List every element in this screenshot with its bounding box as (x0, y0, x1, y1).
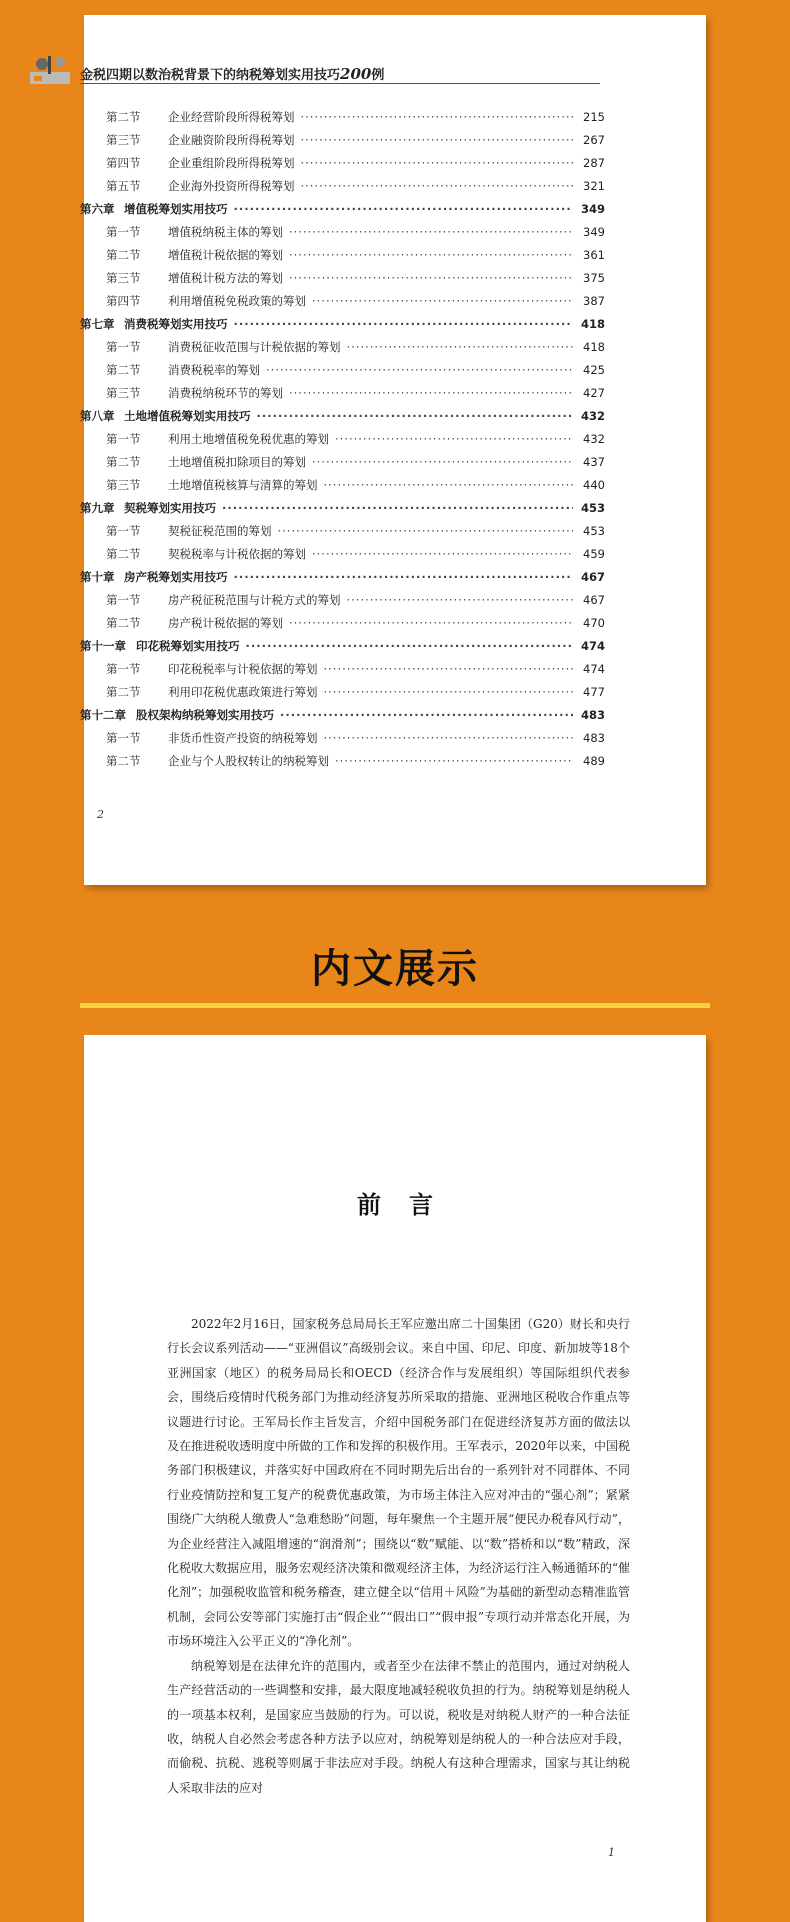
header-title: 金税四期以数治税背景下的纳税筹划实用技巧 (80, 68, 341, 83)
preface-paragraph: 纳税筹划是在法律允许的范围内，或者至少在法律不禁止的范围内，通过对纳税人生产经营活动的一些调整和安排，最大限度地减轻税收负担的行为。纳税筹划是纳税人的一项基本权利，是国家应当鼓励的行为。可以说，税收是对纳税人财产的一种合法征收，纳税人自必然会考虑各种方法予以应对，纳税筹划是纳税人的一种合法应对手段，而偷税、抗税、逃税等则属于非法应对手段。纳税人有这种合理需求，国家与其让纳税人采取非法的应对 (167, 1658, 630, 1795)
preface-paragraph: 2022年2月16日，国家税务总局局长王军应邀出席二十国集团（G20）财长和央行行长会议系列活动——“亚洲倡议”高级别会议。来自中国、印尼、印度、新加坡等18个亚洲国家（地区）的税务局局长和OECD（经济合作与发展组织）等国际组织代表参会，围绕后疫情时代税务部门为推动经济复苏所采取的措施、亚洲地区税收合作重点等议题进行讨论。王军局长作主旨发言，介绍中国税务部门在促进经济复苏方面的做法以及在推进税收透明度中所做的工作和发挥的积极作用。王军表示，2020年以来，中国税务部门积极建议，并落实好中国政府在不同时期先后出台的一系列针对不同群体、不同行业疫情防控和复工复产的税费优惠政策，为市场主体注入应对冲击的“强心剂”；紧紧围绕广大纳税人缴费人“急难愁盼”问题，每年聚焦一个主题开展“便民办税春风行动”，为企业经营注入减阻增速的“润滑剂”；围绕以“数”赋能、以“数”搭桥和以“数”精政，深化税收大数据应用，服务宏观经济决策和微观经济主体，为经济运行注入畅通循环的“催化剂”；加强税收监管和税务稽查，建立健全以“信用＋风险”为基础的新型动态精准监管机制，会同公安等部门实施打击“假企业”“假出口”“假申报”专项行动并常态化开展，为市场环境注入公平正义的“净化剂”。 (167, 1317, 630, 1649)
toc-leader-dots (278, 524, 574, 538)
toc-entry-title: 土地增值税核算与清算的筹划 (168, 477, 318, 492)
toc-leader-dots (312, 455, 573, 469)
toc-entry-number: 第一节 (106, 730, 141, 745)
toc-entry-page: 474 (580, 638, 605, 653)
banner-rule (80, 1003, 710, 1008)
toc-entry-page: 427 (583, 385, 605, 400)
toc-entry-title: 利用土地增值税免税优惠的筹划 (168, 431, 329, 446)
toc-leader-dots (234, 317, 574, 331)
toc-entry-number: 第三节 (106, 132, 141, 147)
toc-entry-title: 契税筹划实用技巧 (124, 500, 216, 515)
toc-chapter-row (80, 565, 605, 588)
toc-leader-dots (289, 271, 573, 285)
toc-leader-dots (289, 248, 573, 262)
toc-section-row (80, 381, 605, 404)
toc-leader-dots (289, 616, 573, 630)
toc-entry-title: 土地增值税筹划实用技巧 (124, 408, 251, 423)
toc-chapter-row (80, 496, 605, 519)
toc-entry-number: 第二节 (106, 362, 141, 377)
toc-entry-number: 第八章 (80, 408, 115, 423)
toc-entry-title: 企业融资阶段所得税筹划 (168, 132, 295, 147)
toc-entry-number: 第一节 (106, 224, 141, 239)
toc-entry-title: 消费税税率的筹划 (168, 362, 260, 377)
toc-chapter-row (80, 197, 605, 220)
toc-entry-number: 第十章 (80, 569, 115, 584)
toc-section-row (80, 105, 605, 128)
toc-leader-dots (301, 156, 574, 170)
toc-entry-page: 425 (583, 362, 605, 377)
toc-entry-page: 321 (583, 178, 605, 193)
header-suffix: 例 (371, 68, 385, 83)
toc-section-row (80, 749, 605, 772)
toc-chapter-row (80, 703, 605, 726)
toc-leader-dots (312, 294, 573, 308)
toc-entry-title: 增值税计税依据的筹划 (168, 247, 283, 262)
toc-entry-title: 印花税筹划实用技巧 (136, 638, 240, 653)
toc-entry-title: 房产税计税依据的筹划 (168, 615, 283, 630)
toc-section-row (80, 726, 605, 749)
header-rule (80, 83, 600, 84)
toc-entry-number: 第一节 (106, 339, 141, 354)
toc-leader-dots (246, 639, 574, 653)
toc-chapter-row (80, 312, 605, 335)
toc-entry-page: 267 (583, 132, 605, 147)
toc-leader-dots (301, 133, 574, 147)
toc-leader-dots (335, 754, 573, 768)
toc-section-row (80, 266, 605, 289)
toc-entry-title: 企业经营阶段所得税筹划 (168, 109, 295, 124)
toc-entry-number: 第二节 (106, 109, 141, 124)
toc-entry-page: 453 (580, 500, 605, 515)
toc-entry-page: 483 (583, 730, 605, 745)
toc-entry-page: 440 (583, 477, 605, 492)
toc-entry-page: 459 (583, 546, 605, 561)
toc-leader-dots (324, 662, 574, 676)
toc-leader-dots (289, 386, 573, 400)
toc-section-row (80, 427, 605, 450)
toc-leader-dots (324, 685, 574, 699)
toc-chapter-row (80, 634, 605, 657)
toc-section-row (80, 289, 605, 312)
toc-entry-number: 第一节 (106, 661, 141, 676)
toc-section-row (80, 358, 605, 381)
toc-entry-page: 349 (580, 201, 605, 216)
toc-entry-number: 第六章 (80, 201, 115, 216)
toc-entry-page: 489 (583, 753, 605, 768)
toc-entry-page: 432 (580, 408, 605, 423)
toc-entry-title: 企业海外投资所得税筹划 (168, 178, 295, 193)
toc-leader-dots (301, 179, 574, 193)
preface-body (167, 1312, 630, 1800)
toc-entry-title: 增值税纳税主体的筹划 (168, 224, 283, 239)
toc-entry-number: 第二节 (106, 247, 141, 262)
toc-entry-page: 287 (583, 155, 605, 170)
toc-section-row (80, 335, 605, 358)
toc-section-row (80, 519, 605, 542)
toc-section-row (80, 473, 605, 496)
book-logo-icon (28, 52, 72, 86)
toc-entry-number: 第九章 (80, 500, 115, 515)
toc-entry-page: 483 (580, 707, 605, 722)
toc-leader-dots (222, 501, 573, 515)
toc-entry-number: 第一节 (106, 592, 141, 607)
toc-entry-title: 增值税筹划实用技巧 (124, 201, 228, 216)
toc-entry-number: 第三节 (106, 270, 141, 285)
toc-entry-title: 消费税筹划实用技巧 (124, 316, 228, 331)
toc-entry-title: 契税征税范围的筹划 (168, 523, 272, 538)
toc-leader-dots (347, 593, 574, 607)
toc-leader-dots (234, 202, 574, 216)
toc-entry-number: 第二节 (106, 615, 141, 630)
toc-entry-number: 第三节 (106, 385, 141, 400)
toc-entry-title: 利用增值税免税政策的筹划 (168, 293, 306, 308)
toc-entry-page: 375 (583, 270, 605, 285)
toc-page-number: 2 (97, 808, 104, 821)
toc-leader-dots (234, 570, 574, 584)
toc-leader-dots (301, 110, 574, 124)
toc-entry-title: 股权架构纳税筹划实用技巧 (136, 707, 274, 722)
toc-section-row (80, 657, 605, 680)
toc-leader-dots (312, 547, 573, 561)
toc-entry-number: 第十一章 (80, 638, 126, 653)
toc-entry-page: 418 (580, 316, 605, 331)
toc-entry-number: 第三节 (106, 477, 141, 492)
toc-entry-title: 消费税征收范围与计税依据的筹划 (168, 339, 341, 354)
toc-entry-title: 利用印花税优惠政策进行筹划 (168, 684, 318, 699)
toc-entry-title: 印花税税率与计税依据的筹划 (168, 661, 318, 676)
toc-entry-number: 第七章 (80, 316, 115, 331)
toc-leader-dots (335, 432, 573, 446)
toc-entry-page: 467 (583, 592, 605, 607)
toc-section-row (80, 542, 605, 565)
toc-entry-number: 第四节 (106, 155, 141, 170)
toc-leader-dots (347, 340, 574, 354)
section-banner-title: 内文展示 (311, 946, 479, 992)
toc-entry-title: 房产税筹划实用技巧 (124, 569, 228, 584)
toc-entry-title: 非货币性资产投资的纳税筹划 (168, 730, 318, 745)
toc-entry-number: 第四节 (106, 293, 141, 308)
toc-entry-title: 消费税纳税环节的筹划 (168, 385, 283, 400)
toc-section-row (80, 243, 605, 266)
toc-entry-page: 437 (583, 454, 605, 469)
toc-entry-title: 契税税率与计税依据的筹划 (168, 546, 306, 561)
toc-entry-page: 477 (583, 684, 605, 699)
toc-entry-title: 土地增值税扣除项目的筹划 (168, 454, 306, 469)
running-header (80, 64, 384, 83)
toc-leader-dots (289, 225, 573, 239)
toc-leader-dots (324, 731, 574, 745)
toc-entry-page: 387 (583, 293, 605, 308)
toc-section-row (80, 128, 605, 151)
toc-entry-title: 企业与个人股权转让的纳税筹划 (168, 753, 329, 768)
toc-entry-page: 467 (580, 569, 605, 584)
toc-entry-page: 432 (583, 431, 605, 446)
toc-entry-page: 361 (583, 247, 605, 262)
toc-section-row (80, 151, 605, 174)
preface-title: 前言 (357, 1190, 461, 1219)
toc-entry-page: 418 (583, 339, 605, 354)
toc-section-row (80, 220, 605, 243)
toc-section-row (80, 174, 605, 197)
toc-entry-number: 第二节 (106, 684, 141, 699)
toc-entry-title: 房产税征税范围与计税方式的筹划 (168, 592, 341, 607)
toc-entry-number: 第一节 (106, 431, 141, 446)
toc-entry-page: 349 (583, 224, 605, 239)
toc-leader-dots (280, 708, 573, 722)
toc-entry-page: 453 (583, 523, 605, 538)
toc-entry-number: 第十二章 (80, 707, 126, 722)
toc-entry-title: 增值税计税方法的筹划 (168, 270, 283, 285)
toc-leader-dots (324, 478, 574, 492)
toc-section-row (80, 611, 605, 634)
toc-entry-number: 第二节 (106, 454, 141, 469)
toc-entry-title: 企业重组阶段所得税筹划 (168, 155, 295, 170)
toc-entry-page: 215 (583, 109, 605, 124)
toc-entry-number: 第一节 (106, 523, 141, 538)
toc-leader-dots (257, 409, 574, 423)
toc-leader-dots (266, 363, 573, 377)
preface-page-number: 1 (608, 1846, 615, 1859)
toc-entry-number: 第二节 (106, 546, 141, 561)
toc-section-row (80, 588, 605, 611)
toc-section-row (80, 680, 605, 703)
table-of-contents (80, 105, 605, 772)
toc-entry-number: 第二节 (106, 753, 141, 768)
toc-entry-number: 第五节 (106, 178, 141, 193)
toc-entry-page: 474 (583, 661, 605, 676)
header-number: 200 (340, 65, 372, 83)
toc-entry-page: 470 (583, 615, 605, 630)
toc-chapter-row (80, 404, 605, 427)
toc-section-row (80, 450, 605, 473)
